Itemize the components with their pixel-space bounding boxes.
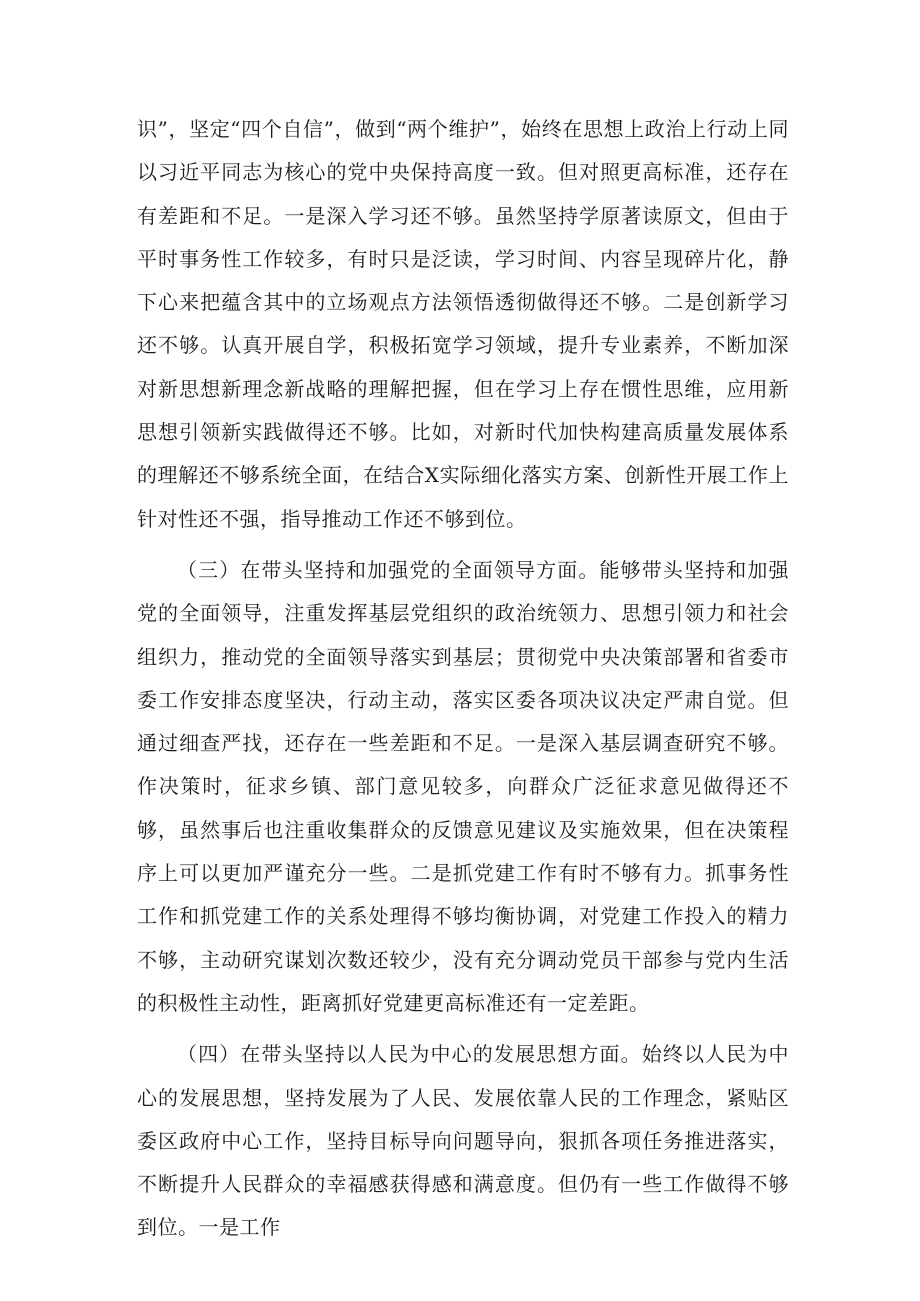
paragraph-party-leadership: （三）在带头坚持和加强党的全面领导方面。能够带头坚持和加强党的全面领导，注重发挥基层党组织的政治统领力、思想引领力和社会组织力，推动党的全面领导落实到基层；贯彻党中央决策部署和省委市委工作安排态度坚决，行动主动，落实区委各项决议决定严肃自觉。但通过细查严找，还存在一些差距和不足。一是深入基层调查研究不够。作决策时，征求乡镇、部门意见较多，向群众广泛征求意见做得还不够，虽然事后也注重收集群众的反馈意见建议及实施效果，但在决策程序上可以更加严谨充分一些。二是抓党建工作有时不够有力。抓事务性工作和抓党建工作的关系处理得不够均衡协调，对党建工作投入的精力不够，主动研究谋划次数还较少，没有充分调动党员干部参与党内生活的积极性主动性，距离抓好党建更高标准还有一定差距。 xyxy=(137,557,789,1015)
paragraph-people-centered: （四）在带头坚持以人民为中心的发展思想方面。始终以人民为中心的发展思想，坚持发展为了人民、发展依靠人民的工作理念，紧贴区委区政府中心工作，坚持目标导向问题导向，狠抓各项任务推进落实，不断提升人民群众的幸福感获得感和满意度。但仍有一些工作做得不够到位。一是工作 xyxy=(137,1042,789,1240)
paragraph-study: 识”，坚定“四个自信”，做到“两个维护”，始终在思想上政治上行动上同以习近平同志为核心的党中央保持高度一致。但对照更高标准，还存在有差距和不足。一是深入学习还不够。虽然坚持学原著读原文，但由于平时事务性工作较多，有时只是泛读，学习时间、内容呈现碎片化，静下心来把蕴含其中的立场观点方法领悟透彻做得还不够。二是创新学习还不够。认真开展自学，积极拓宽学习领域，提升专业素养，不断加深对新思想新理念新战略的理解把握，但在学习上存在惯性思维，应用新思想引领新实践做得还不够。比如，对新时代加快构建高质量发展体系的理解还不够系统全面，在结合X实际细化落实方案、创新性开展工作上针对性还不强，指导推动工作还不够到位。 xyxy=(137,117,789,531)
document-body xyxy=(137,108,789,1258)
